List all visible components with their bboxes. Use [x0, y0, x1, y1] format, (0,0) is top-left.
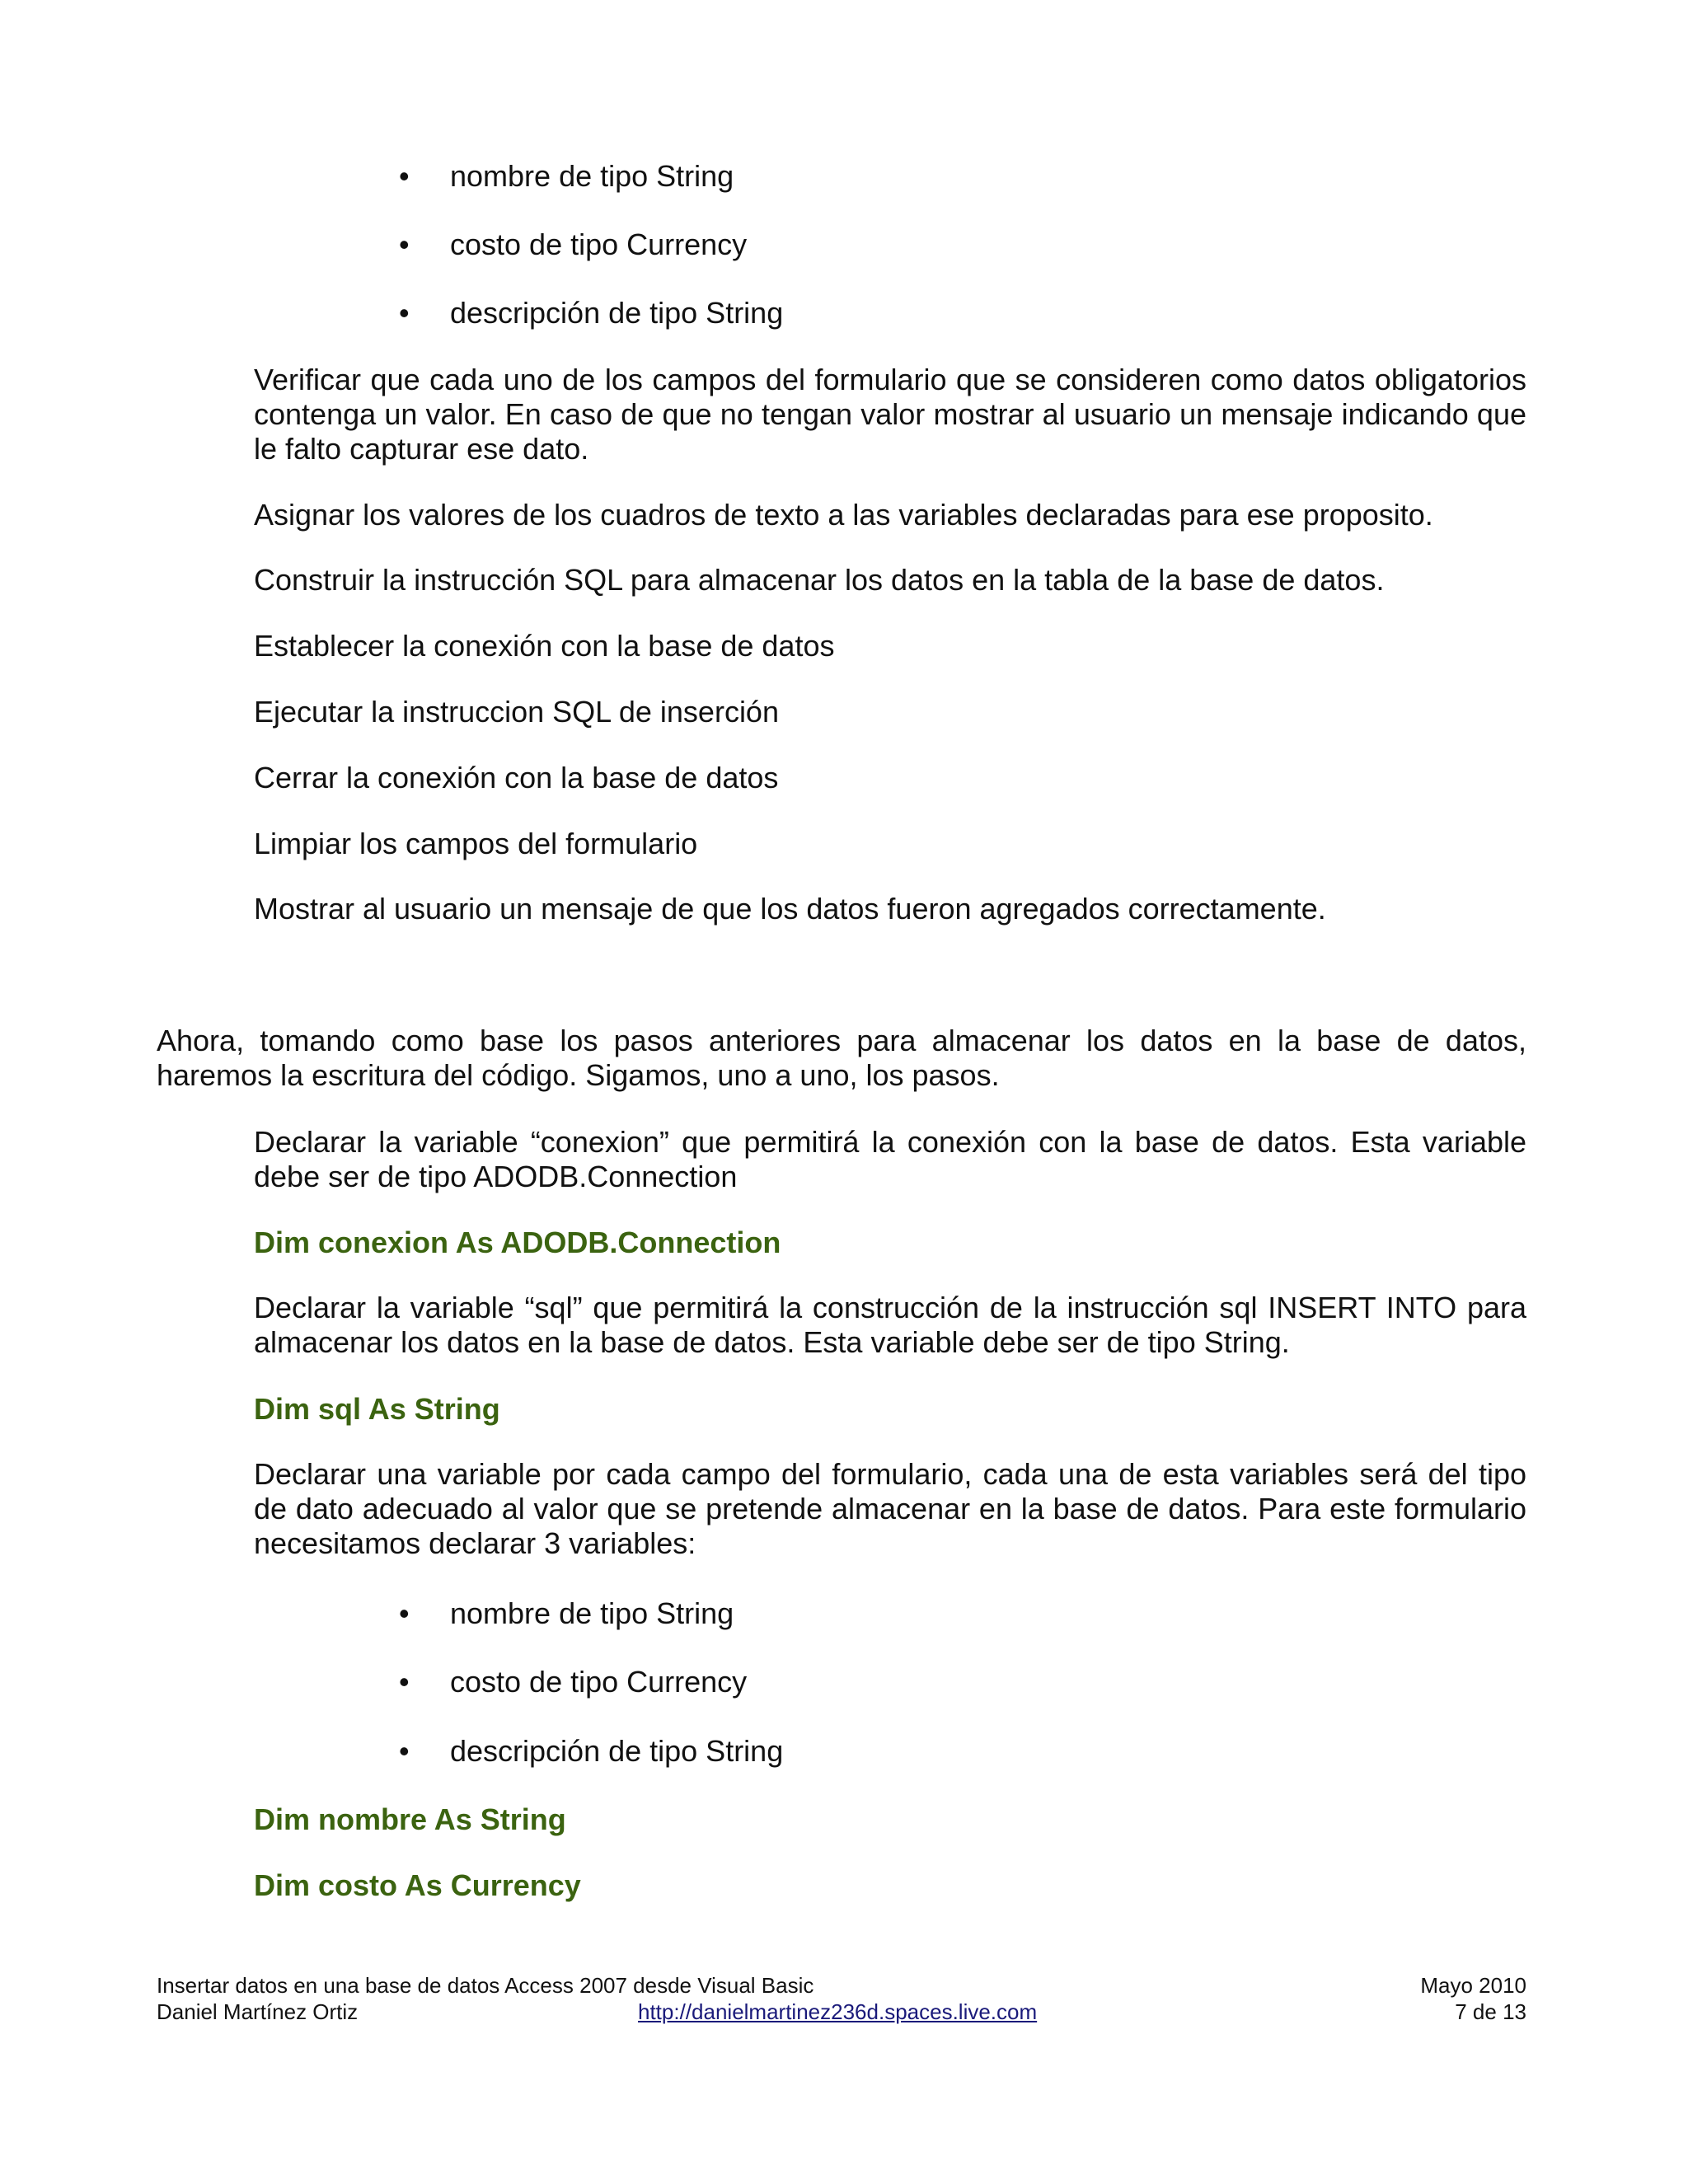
list-item-text: nombre de tipo String	[450, 1596, 734, 1630]
list-item-text: nombre de tipo String	[450, 159, 734, 193]
code-dim-costo: Dim costo As Currency	[254, 1868, 581, 1902]
declare-conexion-text: Declarar la variable “conexion” que permitirá la conexión con la base de datos. Esta variable debe ser de tipo ADODB.Connection	[254, 1125, 1526, 1193]
footer-url-text[interactable]: http://danielmartinez236d.spaces.live.com	[638, 1999, 1038, 2024]
step-build-sql: Construir la instrucción SQL para almacenar los datos en la tabla de la base de datos.	[254, 563, 1385, 597]
code-dim-conexion: Dim conexion As ADODB.Connection	[254, 1226, 781, 1259]
list-item: • costo de tipo Currency	[399, 227, 748, 261]
footer-date: Mayo 2010	[1420, 1973, 1526, 1998]
step-clear: Limpiar los campos del formulario	[254, 827, 698, 860]
step-close: Cerrar la conexión con la base de datos	[254, 761, 779, 794]
list-item: • nombre de tipo String	[399, 1596, 734, 1630]
declare-sql-text: Declarar la variable “sql” que permitirá la construcción de la instrucción sql INSERT INTO para almacenar los datos en la base de datos. Esta variable debe ser de tipo String.	[254, 1291, 1526, 1359]
step-execute: Ejecutar la instruccion SQL de inserción	[254, 695, 779, 729]
list-item-text: descripción de tipo String	[450, 1734, 784, 1768]
declare-fields-text: Declarar una variable por cada campo del formulario, cada una de esta variables será del tipo de dato adecuado al valor que se pretende almacenar en la base de datos. Para este formulario necesitamos declarar 3 variables:	[254, 1457, 1526, 1560]
list-item: • nombre de tipo String	[399, 159, 734, 193]
list-item-text: costo de tipo Currency	[450, 227, 748, 261]
footer-page-number: 7 de 13	[1455, 1999, 1526, 2024]
list-item-text: descripción de tipo String	[450, 296, 784, 330]
step-verify: Verificar que cada uno de los campos del formulario que se consideren como datos obligatorios contenga un valor. En caso de que no tengan valor mostrar al usuario un mensaje indicando que le falto capturar ese dato.	[254, 363, 1526, 466]
step-assign: Asignar los valores de los cuadros de texto a las variables declaradas para ese proposito.	[254, 498, 1433, 532]
step-notify: Mostrar al usuario un mensaje de que los datos fueron agregados correctamente.	[254, 892, 1326, 926]
footer-url-link[interactable]	[638, 1999, 1037, 2025]
step-connect: Establecer la conexión con la base de datos	[254, 629, 835, 663]
footer-title: Insertar datos en una base de datos Access 2007 desde Visual Basic	[157, 1973, 814, 1998]
list-item: • descripción de tipo String	[399, 296, 784, 330]
footer-author: Daniel Martínez Ortiz	[157, 1999, 359, 2024]
list-item: • descripción de tipo String	[399, 1734, 784, 1768]
intro-paragraph: Ahora, tomando como base los pasos anteriores para almacenar los datos en la base de datos, haremos la escritura del código. Sigamos, uno a uno, los pasos.	[157, 1024, 1526, 1092]
list-item: • costo de tipo Currency	[399, 1665, 748, 1699]
code-dim-nombre: Dim nombre As String	[254, 1802, 566, 1836]
code-dim-sql: Dim sql As String	[254, 1392, 500, 1426]
list-item-text: costo de tipo Currency	[450, 1665, 748, 1699]
